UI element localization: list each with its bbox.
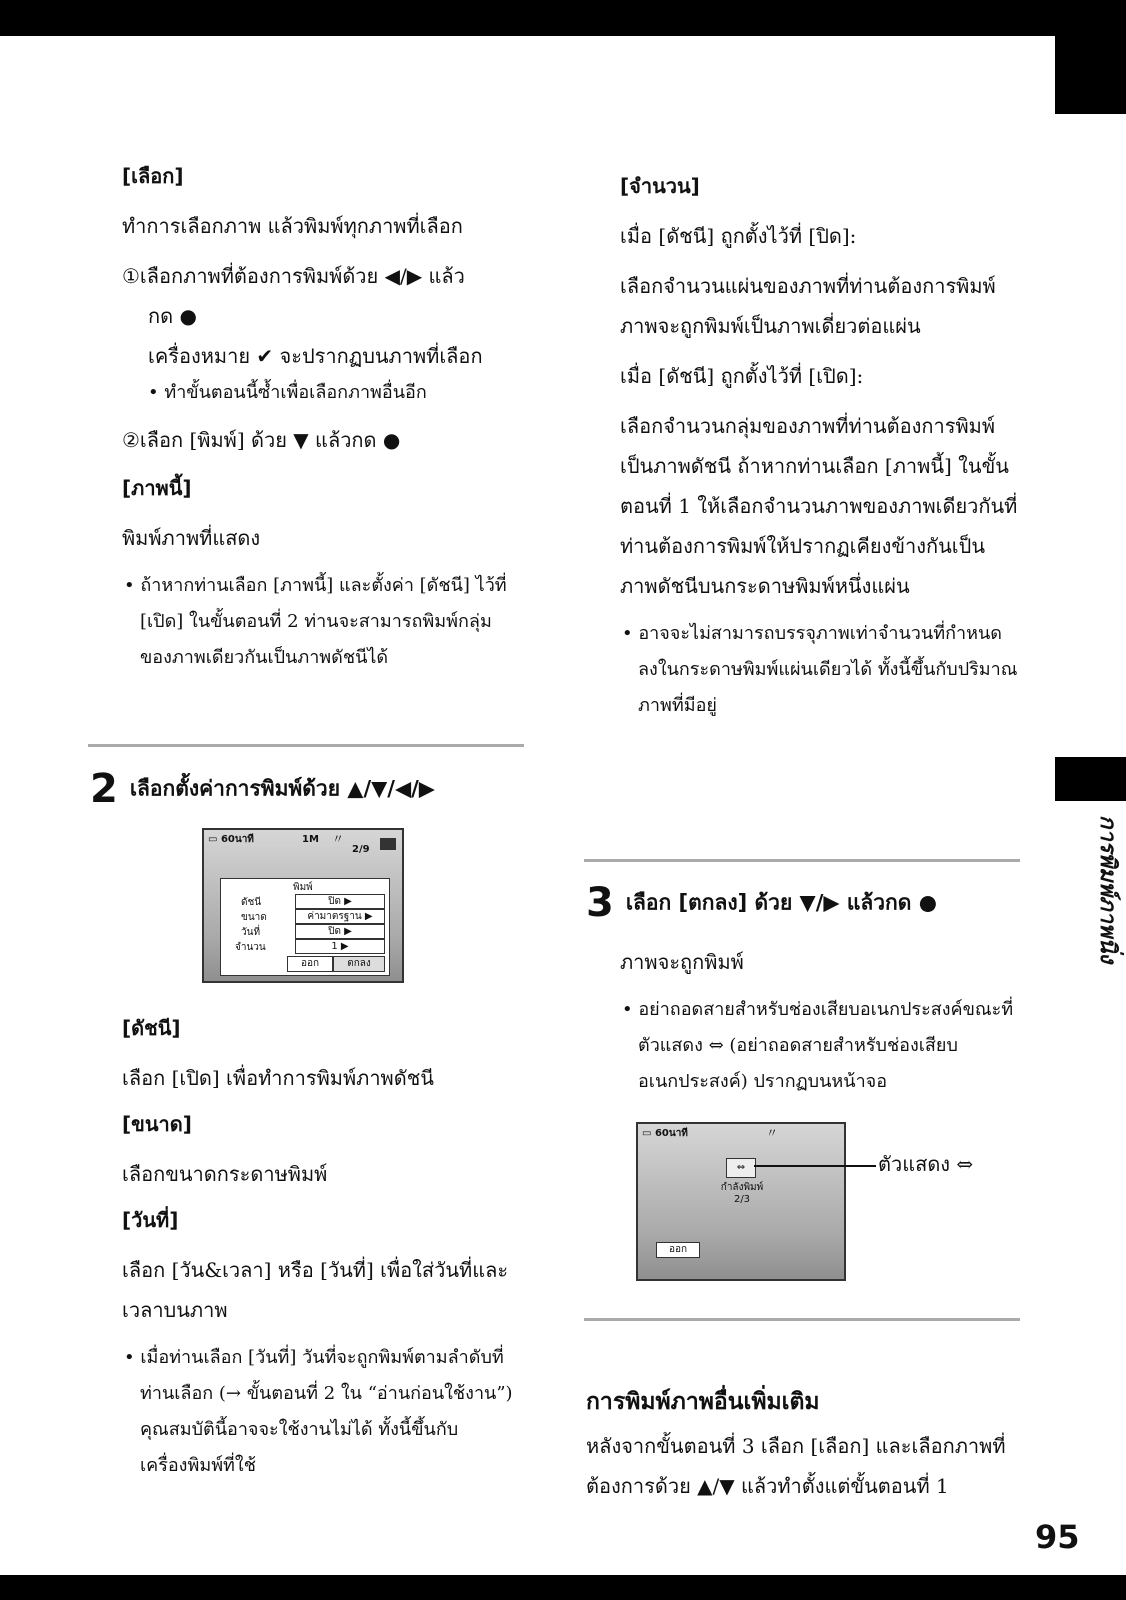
index-heading: [ดัชนี] xyxy=(122,1016,181,1040)
exit-button[interactable]: ออก xyxy=(287,956,333,972)
select-step1-bullet: • ทำขั้นตอนนี้ซ้ำเพื่อเลือกภาพอื่นอีก xyxy=(148,382,427,403)
battery-indicator: ▭ 60นาที xyxy=(642,1128,688,1139)
callout-line xyxy=(754,1165,876,1167)
menu-value-date[interactable]: ปิด ▶ xyxy=(295,924,385,939)
quantity-heading: [จำนวน] xyxy=(620,174,700,198)
left-column-top xyxy=(122,160,522,692)
this-image-desc: พิมพ์ภาพที่แสดง xyxy=(122,526,261,550)
image-counter: 2/9 xyxy=(352,844,370,855)
folder-icon xyxy=(380,838,396,850)
size-desc: เลือกขนาดกระดาษพิมพ์ xyxy=(122,1162,328,1186)
menu-value-size-text: ค่ามาตรฐาน xyxy=(307,911,362,922)
quantity-on-label: เมื่อ [ดัชนี] ถูกตั้งไว้ที่ [เปิด]: xyxy=(620,364,864,388)
quantity-on-desc: เลือกจำนวนกลุ่มของภาพที่ท่านต้องการพิมพ์เป็นภาพดัชนี ถ้าหากท่านเลือก [ภาพนี้] ในขั้นตอนที่ 1 ให้เลือกจำนวนภาพของภาพเดียวกันที่ท่านต้องการพิมพ์ให้ปรากฏเคียงข้างกันเป็นภาพดัชนีบนกระดาษพิมพ์หนึ่งแผ่น xyxy=(620,414,1018,598)
battery-indicator: ▭ 60นาที xyxy=(208,834,254,845)
menu-value-quantity[interactable]: 1 ▶ xyxy=(295,939,385,954)
menu-value-quantity-text: 1 xyxy=(331,941,338,952)
print-settings-screen xyxy=(202,828,404,983)
divider xyxy=(584,859,1020,862)
print-menu xyxy=(220,878,390,976)
menu-label-date: วันที่ xyxy=(241,927,261,938)
divider xyxy=(88,744,524,747)
image-size: 1M xyxy=(302,834,319,845)
menu-value-index[interactable]: ปิด ▶ xyxy=(295,894,385,909)
pictbridge-icon: 〃 xyxy=(332,832,345,846)
left-column-bottom xyxy=(122,1012,532,1500)
section-tab-label: การพิมพ์ภาพนิ่ง xyxy=(1095,815,1120,964)
bottom-bar xyxy=(0,1575,1126,1600)
ok-button[interactable]: ตกลง xyxy=(333,956,385,972)
select-step1-a: ①เลือกภาพที่ต้องการพิมพ์ด้วย ◀/▶ แล้ว xyxy=(122,264,465,288)
printing-label: กำลังพิมพ์ xyxy=(720,1182,764,1193)
indicator-callout: ตัวแสดง ⇔ xyxy=(878,1152,974,1176)
page-number: 95 xyxy=(1035,1518,1080,1556)
menu-value-date-text: ปิด xyxy=(328,926,341,937)
menu-value-size[interactable]: ค่ามาตรฐาน ▶ xyxy=(295,909,385,924)
menu-label-index: ดัชนี xyxy=(241,897,262,908)
quantity-off-desc: เลือกจำนวนแผ่นของภาพที่ท่านต้องการพิมพ์ ภาพจะถูกพิมพ์เป็นภาพเดี่ยวต่อแผ่น xyxy=(620,274,996,338)
step2-heading xyxy=(90,766,435,812)
select-step1-b: กด ● xyxy=(148,304,197,328)
select-step2: ②เลือก [พิมพ์] ด้วย ▼ แล้วกด ● xyxy=(122,428,401,452)
printing-progress: 2/3 xyxy=(733,1194,751,1205)
this-image-bullet: • ถ้าหากท่านเลือก [ภาพนี้] และตั้งค่า [ดัชนี] ไว้ที่ [เปิด] ในขั้นตอนที่ 2 ท่านจะสามารถพิมพ์กลุ่มของภาพเดียวกันเป็นภาพดัชนีได้ xyxy=(124,575,507,668)
more-prints-heading: การพิมพ์ภาพอื่นเพิ่มเติม xyxy=(586,1389,820,1415)
select-heading: [เลือก] xyxy=(122,164,184,188)
size-heading: [ขนาด] xyxy=(122,1112,192,1136)
step3-bullet: • อย่าถอดสายสำหรับช่องเสียบอเนกประสงค์ขณะที่ตัวแสดง ⇔ (อย่าถอดสายสำหรับช่องเสียบอเนกประสงค์) ปรากฏบนหน้าจอ xyxy=(622,999,1014,1092)
select-step1-c: เครื่องหมาย ✔ จะปรากฏบนภาพที่เลือก xyxy=(148,344,483,368)
select-desc: ทำการเลือกภาพ แล้วพิมพ์ทุกภาพที่เลือก xyxy=(122,214,463,238)
date-heading: [วันที่] xyxy=(122,1208,179,1232)
step3-desc: ภาพจะถูกพิมพ์ xyxy=(620,950,744,974)
do-not-disconnect-icon: ⇔ xyxy=(726,1158,756,1178)
divider xyxy=(584,1318,1020,1321)
step3-text: เลือก [ตกลง] ด้วย ▼/▶ แล้วกด ● xyxy=(625,890,938,915)
menu-title: พิมพ์ xyxy=(293,882,313,893)
quantity-off-label: เมื่อ [ดัชนี] ถูกตั้งไว้ที่ [ปิด]: xyxy=(620,224,857,248)
corner-block xyxy=(1055,36,1126,114)
step3-heading xyxy=(586,880,937,926)
step2-number: 2 xyxy=(90,766,118,812)
menu-label-size: ขนาด xyxy=(241,912,267,923)
step3-body xyxy=(620,942,1020,1116)
right-column-top xyxy=(620,170,1020,740)
top-bar xyxy=(0,0,1126,36)
quantity-bullet: • อาจจะไม่สามารถบรรจุภาพเท่าจำนวนที่กำหนดลงในกระดาษพิมพ์แผ่นเดียวได้ ทั้งนี้ขึ้นกับปริมาณภาพที่มีอยู่ xyxy=(622,623,1018,716)
printing-screen xyxy=(636,1122,846,1281)
this-image-heading: [ภาพนี้] xyxy=(122,476,192,500)
more-prints-desc: หลังจากขั้นตอนที่ 3 เลือก [เลือก] และเลือกภาพที่ต้องการด้วย ▲/▼ แล้วทำตั้งแต่ขั้นตอนที่ 1 xyxy=(586,1434,1006,1498)
date-desc: เลือก [วัน&เวลา] หรือ [วันที่] เพื่อใส่วันที่และเวลาบนภาพ xyxy=(122,1258,509,1322)
battery-text: 60นาที xyxy=(220,834,254,845)
section-tab-marker xyxy=(1055,757,1126,801)
pictbridge-icon: 〃 xyxy=(766,1126,779,1140)
exit-button[interactable]: ออก xyxy=(656,1242,700,1258)
date-bullet: • เมื่อท่านเลือก [วันที่] วันที่จะถูกพิมพ์ตามลำดับที่ท่านเลือก (→ ขั้นตอนที่ 2 ใน “อ่านก่อนใช้งาน”) คุณสมบัตินี้อาจจะใช้งานไม่ได้ ทั้งนี้ขึ้นกับเครื่องพิมพ์ที่ใช้ xyxy=(124,1347,513,1476)
menu-value-index-text: ปิด xyxy=(328,896,341,907)
menu-label-quantity: จำนวน xyxy=(235,942,266,953)
step2-text: เลือกตั้งค่าการพิมพ์ด้วย ▲/▼/◀/▶ xyxy=(129,776,435,801)
index-desc: เลือก [เปิด] เพื่อทำการพิมพ์ภาพดัชนี xyxy=(122,1066,434,1090)
battery-text: 60นาที xyxy=(654,1128,688,1139)
step3-number: 3 xyxy=(586,880,614,926)
